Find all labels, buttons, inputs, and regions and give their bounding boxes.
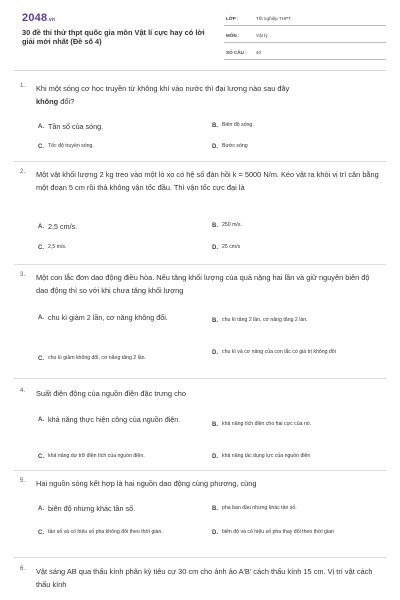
option-letter: D.: [212, 244, 218, 251]
question-text: Suất điện động của nguồn điện đặc trưng cho: [36, 389, 186, 398]
option-a[interactable]: [38, 414, 208, 425]
option-d[interactable]: [212, 243, 382, 252]
question-divider: [14, 161, 386, 162]
meta-subject-value: Vật lý: [256, 33, 268, 38]
meta-subject-row: [224, 29, 386, 43]
question-number: 5.: [20, 478, 26, 484]
option-letter: B.: [212, 222, 218, 229]
option-text: pha ban đầu nhưng khác tần số.: [222, 505, 297, 511]
option-text: Biên độ sóng.: [222, 122, 254, 128]
option-text: 2,5 m/s.: [48, 244, 67, 250]
option-letter: C.: [38, 244, 44, 251]
option-text: biên độ và có hiệu số pha thay đổi theo thời gian: [222, 529, 334, 535]
option-letter: D.: [212, 143, 218, 150]
meta-count-row: [224, 46, 386, 60]
option-b[interactable]: [212, 420, 382, 429]
meta-class-value: Tốt nghiệp THPT: [256, 16, 291, 21]
question-text: Một con lắc đơn dao động điều hòa. Nếu tăng khối lượng của quả nặng hai lần và giữ nguyên biên độ dao động thì so với khi chưa tăng khối lượng: [36, 273, 370, 295]
option-letter: B.: [212, 317, 218, 324]
option-text: khả năng thực hiện công của nguồn điện.: [48, 415, 181, 424]
option-letter: B.: [212, 122, 218, 129]
question-5: [14, 478, 386, 560]
option-c[interactable]: [38, 354, 210, 363]
option-letter: B.: [212, 505, 218, 512]
option-c[interactable]: [38, 243, 208, 252]
option-text: khả năng tác dụng lực của nguồn điện: [222, 453, 311, 459]
document-title: 30 đề thi thử thpt quốc gia môn Vật lí cực hay có lời giải mới nhất (Đề số 4): [22, 28, 205, 46]
option-letter: D.: [212, 529, 218, 536]
question-6: [14, 566, 386, 598]
logo-main: 2048: [22, 12, 48, 24]
option-d[interactable]: [212, 452, 382, 461]
option-letter: A.: [38, 123, 44, 130]
option-text: khả năng dự trữ điện tích của nguồn điện.: [48, 453, 145, 459]
option-letter: C.: [38, 355, 44, 362]
question-divider: [14, 264, 386, 265]
option-text: 25 cm/s: [222, 244, 241, 250]
question-1: [14, 83, 386, 163]
option-text: chu kì và cơ năng của con lắc có giá trị không đổi: [222, 349, 336, 355]
question-number: 2.: [20, 169, 26, 175]
option-letter: D.: [212, 349, 218, 356]
question-text-pre: Khi một sóng cơ học truyền từ không khí vào nước thì đại lượng nào sau đây: [36, 84, 290, 93]
option-b[interactable]: [212, 504, 382, 513]
option-text: Tốc độ truyền sóng.: [48, 143, 94, 149]
question-text: Một vật khối lượng 2 kg treo vào một lò xo có hệ số đàn hồi k = 5000 N/m. Kéo vật ra khỏi vị trí cân bằng một đoạn 5 cm rồi thả không vận tốc đầu. Thì vận tốc cực đại là: [36, 170, 379, 192]
option-text: chu kì tăng 2 lần, cơ năng tăng 2 lần.: [222, 317, 308, 323]
question-text-emphasis: không: [36, 96, 59, 106]
question-2: [14, 169, 386, 265]
option-text: chu kì giảm không đổi, cơ năng tăng 2 lần.: [48, 355, 146, 361]
question-number: 1.: [20, 83, 26, 89]
option-letter: A.: [38, 314, 44, 321]
option-text: biên độ nhưng khác tần số.: [48, 504, 136, 513]
option-a[interactable]: [38, 221, 208, 232]
option-d[interactable]: [212, 348, 382, 357]
option-a[interactable]: [38, 312, 208, 323]
option-letter: A.: [38, 416, 44, 423]
option-letter: C.: [38, 453, 44, 460]
meta-count-value: 40: [256, 50, 262, 55]
option-c[interactable]: [38, 142, 208, 151]
question-4: [14, 388, 386, 472]
option-letter: B.: [212, 421, 218, 428]
question-divider: [14, 470, 386, 471]
option-letter: C.: [38, 529, 44, 536]
meta-subject-label: MÔN :: [226, 33, 240, 38]
option-text: Bước sóng: [222, 143, 248, 149]
question-number: 3.: [20, 272, 26, 278]
option-d[interactable]: [212, 528, 382, 537]
question-text: [36, 83, 380, 108]
question-divider: [14, 557, 386, 558]
option-text: tần số và có hiệu số pha không đổi theo thời gian.: [48, 529, 163, 535]
question-text: Vật sáng AB qua thấu kính phân kỳ tiêu cự 30 cm cho ảnh ảo A'B' cách thấu kính 15 cm. Vị trí vật cách thấu kính: [36, 567, 373, 589]
option-text: chu kì giảm 2 lần, cơ năng không đổi.: [48, 313, 168, 322]
question-number: 4.: [20, 388, 26, 394]
header-divider: [14, 70, 386, 71]
exam-meta: [224, 12, 386, 63]
question-divider: [14, 378, 386, 379]
meta-class-row: [224, 12, 386, 26]
option-text: 2,5 cm/s.: [48, 222, 78, 231]
option-letter: A.: [38, 223, 44, 230]
option-text: Tần số của sóng.: [48, 122, 104, 131]
option-letter: A.: [38, 505, 44, 512]
meta-count-label: SỐ CÂU :: [226, 50, 247, 55]
page-header: [0, 0, 400, 68]
option-a[interactable]: [38, 121, 208, 132]
meta-class-label: LỚP :: [226, 16, 239, 21]
question-text-post: đổi?: [60, 96, 75, 106]
option-b[interactable]: [212, 316, 382, 325]
logo-suffix: .vn: [47, 17, 56, 23]
option-d[interactable]: [212, 142, 382, 151]
site-logo[interactable]: [22, 12, 55, 24]
question-text: Hai nguồn sóng kết hợp là hai nguồn dao động cùng phương, cùng: [36, 479, 257, 488]
option-text: 250 m/s.: [222, 222, 242, 228]
question-3: [14, 272, 386, 380]
option-text: khả năng tích điện cho hai cực của nó.: [222, 421, 312, 427]
option-letter: D.: [212, 453, 218, 460]
option-c[interactable]: [38, 528, 210, 537]
option-b[interactable]: [212, 121, 382, 130]
option-c[interactable]: [38, 452, 210, 461]
question-number: 6.: [20, 566, 26, 572]
option-b[interactable]: [212, 221, 382, 230]
option-letter: C.: [38, 143, 44, 150]
option-a[interactable]: [38, 503, 208, 514]
